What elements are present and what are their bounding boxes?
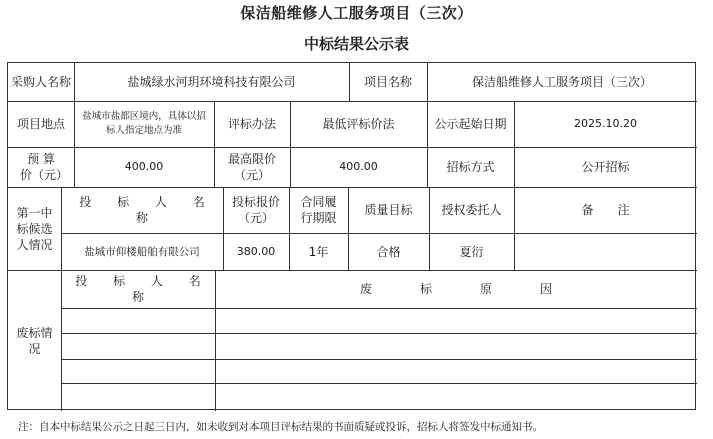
invalid-section-label: 废标情况 bbox=[16, 325, 53, 356]
method-label: 评标办法 bbox=[227, 117, 276, 131]
buyer-label: 采购人名称 bbox=[11, 75, 72, 89]
page-title: 保洁船维修人工服务项目（三次） bbox=[240, 4, 473, 22]
candidate-price: 380.00 bbox=[236, 244, 276, 258]
candidate-header-agent: 授权委托人 bbox=[441, 203, 502, 217]
project-name-value: 保洁船维修人工服务项目（三次） bbox=[471, 75, 652, 89]
candidate-header-quality: 质量目标 bbox=[364, 203, 413, 217]
candidate-quality: 合格 bbox=[376, 244, 401, 259]
budget-label: 预 算 价（元） bbox=[20, 152, 69, 182]
invalid-header-name: 投 标 人 名 称 bbox=[75, 274, 212, 304]
max-price-value: 400.00 bbox=[339, 160, 378, 173]
candidate-section-label: 第一中标候选人情况 bbox=[16, 205, 53, 252]
candidate-header-price: 投标报价（元） bbox=[231, 195, 280, 225]
location-value: 盐城市盐都区境内，具体以招标人指定地点为准 bbox=[82, 111, 206, 136]
location-label: 项目地点 bbox=[16, 117, 65, 131]
candidate-header-name: 投 标 人 名 称 bbox=[79, 195, 216, 225]
tender-method-label: 招标方式 bbox=[446, 160, 495, 174]
candidate-term: 1年 bbox=[308, 244, 329, 259]
candidate-header-term: 合同履行期限 bbox=[300, 195, 337, 225]
candidate-header-remark: 备 注 bbox=[581, 203, 630, 217]
result-table bbox=[7, 62, 696, 410]
date-label: 公示起始日期 bbox=[434, 117, 507, 131]
project-name-label: 项目名称 bbox=[363, 75, 412, 89]
budget-value: 400.00 bbox=[124, 160, 164, 173]
date-value: 2025.10.20 bbox=[574, 117, 637, 130]
candidate-agent: 夏衍 bbox=[459, 244, 484, 259]
buyer-value: 盐城绿水河玥环境科技有限公司 bbox=[127, 75, 296, 89]
candidate-name: 盐城市仰楼船舶有限公司 bbox=[84, 245, 200, 258]
candidate-remark bbox=[514, 233, 697, 270]
invalid-header-reason: 废 标 原 因 bbox=[359, 282, 552, 296]
tender-method-value: 公开招标 bbox=[581, 160, 630, 174]
method-value: 最低评标价法 bbox=[322, 117, 395, 131]
footer-note: 注：自本中标结果公示之日起三日内，如未收到对本项目评标结果的书面质疑或投诉，招标人将签发中标通知书。 bbox=[18, 421, 543, 433]
page-subtitle: 中标结果公示表 bbox=[303, 35, 409, 53]
max-price-label: 最高限价（元） bbox=[227, 152, 276, 182]
